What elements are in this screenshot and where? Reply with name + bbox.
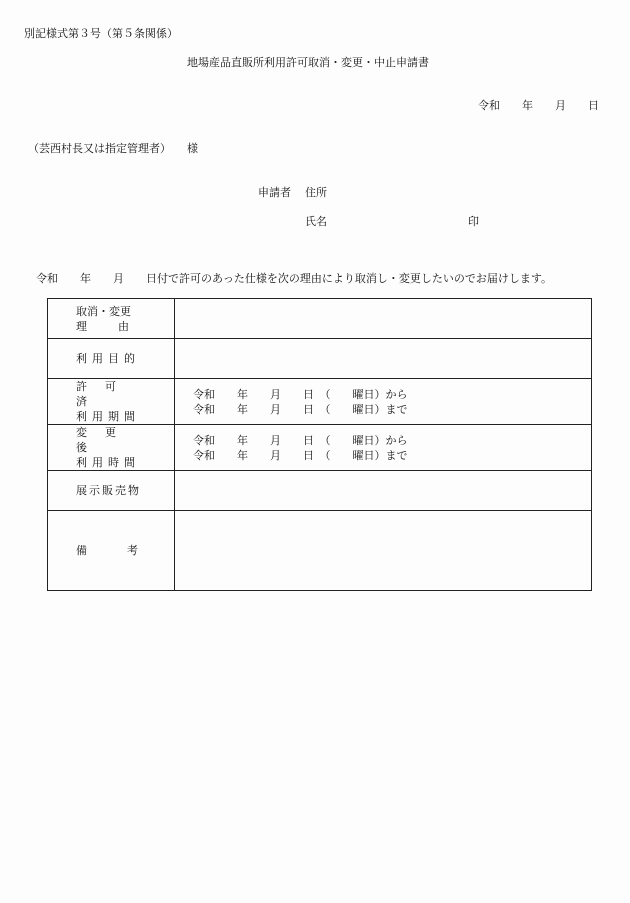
label-line: 利用時間: [76, 456, 140, 469]
applicant-label: 申請者: [258, 186, 291, 199]
value-line: 令和 年 月 日 （ 曜日）から: [193, 387, 408, 401]
date-line: 令和 年 月 日: [478, 99, 599, 112]
value-line: 令和 年 月 日 （ 曜日）から: [193, 433, 408, 447]
label-line: 備 考: [76, 544, 144, 557]
seal-mark: 印: [468, 215, 479, 228]
label-line: 利用期間: [76, 410, 140, 423]
document-title: 地場産品直販所利用許可取消・変更・中止申請書: [187, 56, 429, 69]
addressee-name: （芸西村長又は指定管理者）: [28, 142, 171, 155]
value-line: 令和 年 月 日 （ 曜日）まで: [193, 448, 408, 462]
applicant-address-label: 住所: [305, 186, 327, 199]
label-line: 変更後: [76, 426, 134, 454]
application-table: [47, 298, 592, 591]
row-label: [48, 379, 175, 425]
label-line: 利用目的: [76, 352, 140, 365]
label-line: 展示販売物: [76, 484, 141, 497]
table-row: [48, 425, 592, 471]
table-row: [48, 511, 592, 591]
row-label: [48, 511, 175, 591]
row-value-field[interactable]: [175, 339, 592, 379]
row-value-field[interactable]: [175, 471, 592, 511]
table-row: [48, 471, 592, 511]
row-label: [48, 471, 175, 511]
table-row: [48, 339, 592, 379]
addressee-honorific: 様: [187, 142, 198, 155]
value-line: 令和 年 月 日 （ 曜日）まで: [193, 402, 408, 416]
row-value-field[interactable]: [175, 511, 592, 591]
form-number: 別記様式第３号（第５条関係）: [24, 27, 178, 40]
table-row: [48, 379, 592, 425]
row-value-field[interactable]: [175, 299, 592, 339]
applicant-name-label: 氏名: [305, 215, 327, 228]
row-value-field[interactable]: [175, 379, 592, 425]
statement-text: 令和 年 月 日付で許可のあった仕様を次の理由により取消し・変更したいのでお届けします。: [36, 272, 553, 285]
row-label: [48, 425, 175, 471]
row-label: [48, 339, 175, 379]
label-line: 理 由: [76, 319, 132, 333]
label-line: 許可済: [76, 380, 134, 408]
table-row: [48, 299, 592, 339]
label-line: 取消・変更: [76, 304, 131, 318]
row-label: [48, 299, 175, 339]
row-value-field[interactable]: [175, 425, 592, 471]
